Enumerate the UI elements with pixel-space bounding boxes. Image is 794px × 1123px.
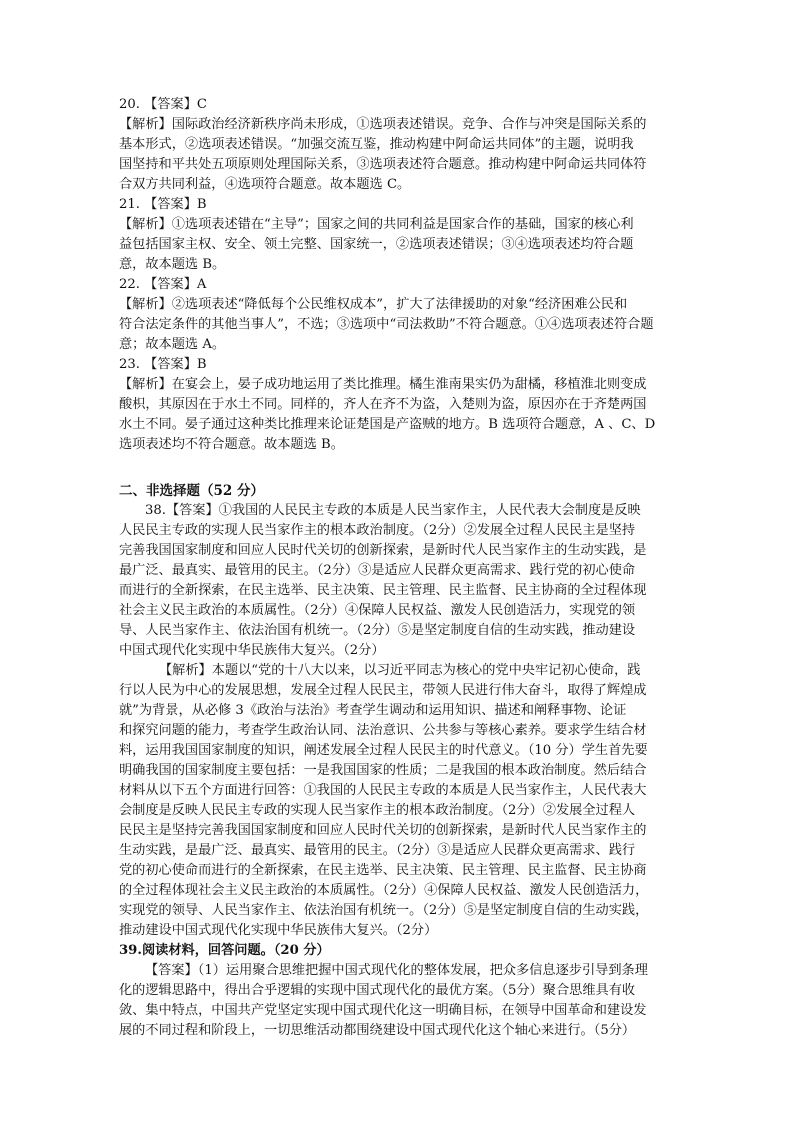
q38-analysis-line: 明确我国的国家制度主要包括：一是我国国家的性质；二是我国的根本政治制度。然后结合 — [119, 763, 647, 778]
q23-analysis-line: 水土不同。晏子通过这种类比推理来论证楚国是产盗贼的地方。B 选项符合题意，A 、C、D — [119, 417, 656, 432]
q38-analysis-line: 料，运用我国国家制度的知识，阐述发展全过程人民民主的时代意义。（10 分）学生首先要 — [119, 743, 648, 758]
q38-answer-line: 38.【答案】①我国的人民民主专政的本质是人民当家作主，人民代表大会制度是反映 — [145, 503, 641, 518]
q23-analysis-line: 选项表述均不符合题意。故本题选 B。 — [119, 437, 344, 452]
q38-answer-line: 导、人民当家作主、依法治国有机统一。（2分）⑤是坚定制度自信的生动实践，推动建设 — [119, 623, 636, 638]
q38-analysis-line: 生动实践，是最广泛、最真实、最管用的民主。（2分）③是适应人民群众更高需求、践行 — [119, 843, 636, 858]
q38-analysis-line: 和探究问题的能力，考查学生政治认同、法治意识、公共参与等核心素养。要求学生结合材 — [119, 723, 647, 738]
document-page — [119, 95, 681, 1041]
q22-analysis-line: 符合法定条件的其他当事人”，不选；③选项中“司法救助”不符合题意。①④选项表述符合题 — [119, 317, 654, 332]
q21-analysis-line: 意，故本题选 B。 — [119, 257, 226, 272]
q20-analysis-line: 合双方共同利益，④选项符合题意。故本题选 C。 — [119, 177, 411, 192]
q39-answer-block — [119, 961, 681, 1041]
q38-answer-line: 最广泛、最真实、最管用的民主。（2分）③是适应人民群众更高需求、践行党的初心使命 — [119, 563, 636, 578]
q38-analysis-line: 材料从以下五个方面进行回答：①我国的人民民主专政的本质是人民当家作主，人民代表大 — [119, 783, 647, 798]
q23-analysis-line: 酸枳，其原因在于水土不同。同样的，齐人在齐不为盗，入楚则为盗，原因亦在于齐楚两国 — [119, 397, 647, 412]
q38-analysis-line: 民民主是坚持完善我国国家制度和回应人民时代关切的创新探索，是新时代人民当家作主的 — [119, 823, 647, 838]
q38-analysis-line: 党的初心使命而进行的全新探索，在民主选举、民主决策、民主管理、民主监督、民主协商 — [119, 863, 647, 878]
q23-analysis-line: 【解析】在宴会上，晏子成功地运用了类比推理。橘生淮南果实仍为甜橘，移植淮北则变成 — [119, 377, 647, 392]
section-title: 二、非选择题（52 分） — [119, 483, 264, 499]
q39-answer-line: 展的不同过程和阶段上，一切思维活动都围绕建设中国式现代化这个轴心来进行。（5分） — [119, 1023, 636, 1038]
q39-title: 39.阅读材料，回答问题。（20 分） — [119, 943, 330, 958]
q38-answer-line: 而进行的全新探索，在民主选举、民主决策、民主管理、民主监督、民主协商的全过程体现 — [119, 583, 647, 598]
q38-answer-line: 中国式现代化实现中华民族伟大复兴。（2分） — [119, 643, 385, 658]
q21-analysis-line: 益包括国家主权、安全、领土完整、国家统一，②选项表述错误；③④选项表述均符合题 — [119, 237, 634, 252]
q38-analysis-line: 实现党的领导、人民当家作主、依法治国有机统一。（2分）⑤是坚定制度自信的生动实践， — [119, 903, 649, 918]
q22-answer: 22. 【答案】A — [119, 277, 207, 292]
q38-answer-block — [119, 501, 681, 661]
q38-analysis-line: 会制度是反映人民民主专政的实现人民当家作主的根本政治制度。（2分）②发展全过程人 — [119, 803, 636, 818]
q38-analysis-line: 的全过程体现社会主义民主政治的本质属性。（2分）④保障人民权益、激发人民创造活力， — [119, 883, 649, 898]
q38-analysis-line: 推动建设中国式现代化实现中华民族伟大复兴。（2分） — [119, 923, 438, 938]
q38-answer-line: 社会主义民主政治的本质属性。（2分）④保障人民权益、激发人民创造活力，实现党的领 — [119, 603, 636, 618]
section-spacer — [119, 455, 681, 475]
q20-analysis-line: 国坚持和平共处五项原则处理国际关系，③选项表述符合题意。推动构建中阿命运共同体符 — [119, 157, 647, 172]
q20-analysis-line: 基本形式，②选项表述错误。“加强交流互鉴，推动构建中阿命运共同体”的主题，说明我 — [119, 137, 634, 152]
q20-analysis-line: 【解析】国际政治经济新秩序尚未形成，①选项表述错误。竞争、合作与冲突是国际关系的 — [119, 117, 647, 132]
q21-analysis-line: 【解析】①选项表述错在“主导”；国家之间的共同利益是国家合作的基础，国家的核心利 — [119, 217, 634, 232]
q38-analysis-line: 【解析】本题以“党的十八大以来，以习近平同志为核心的党中央牢记初心使命，践 — [159, 663, 641, 678]
q22-analysis-line: 【解析】②选项表述“降低每个公民维权成本”，扩大了法律援助的对象“经济困难公民和 — [119, 297, 628, 312]
q21-answer: 21. 【答案】B — [119, 197, 207, 212]
q38-answer-line: 人民民主专政的实现人民当家作主的根本政治制度。（2分）②发展全过程人民民主是坚持 — [119, 523, 636, 538]
q23-answer: 23. 【答案】B — [119, 357, 207, 372]
q20-answer: 20. 【答案】C — [119, 97, 208, 112]
q39-answer-line: 敛、集中特点，中国共产党坚定实现中国式现代化这一明确目标，在领导中国革命和建设发 — [119, 1003, 647, 1018]
q39-answer-line: 【答案】（1）运用聚合思维把握中国式现代化的整体发展，把众多信息逐步引导到条理 — [145, 963, 648, 978]
q38-analysis-line: 就”为背景，从必修 3《政治与法治》考查学生调动和运用知识、描述和阐释事物、论证 — [119, 703, 627, 718]
q38-analysis-block — [119, 661, 681, 941]
q38-analysis-line: 行以人民为中心的发展思想，发展全过程人民民主，带领人民进行伟大奋斗，取得了辉煌成 — [119, 683, 647, 698]
mcq-answers — [119, 95, 681, 455]
q39-answer-line: 化的逻辑思路中，得出合乎逻辑的实现中国式现代化的最优方案。（5分）聚合思维具有收 — [119, 983, 636, 998]
q22-analysis-line: 意；故本题选 A。 — [119, 337, 226, 352]
q38-answer-line: 完善我国国家制度和回应人民时代关切的创新探索，是新时代人民当家作主的生动实践，是 — [119, 543, 647, 558]
